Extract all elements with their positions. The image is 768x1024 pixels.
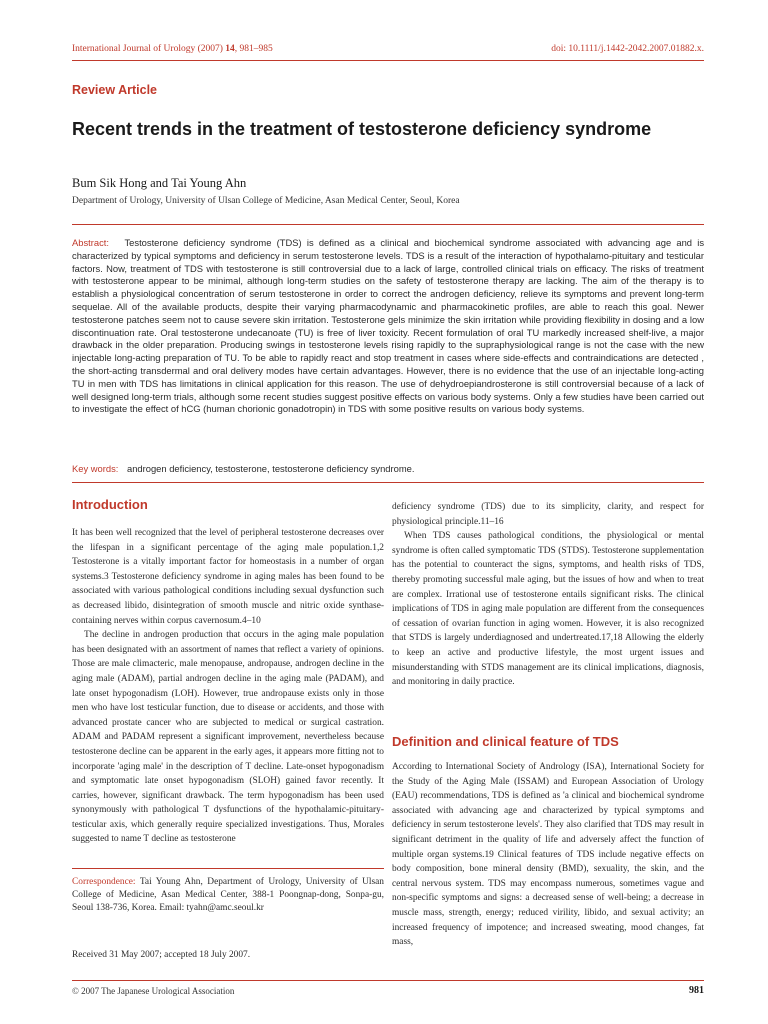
left-column xyxy=(72,496,384,847)
abstract xyxy=(72,237,704,416)
correspondence-label: Correspondence: xyxy=(72,877,136,887)
right-column-bottom xyxy=(392,760,704,950)
footer-rule xyxy=(72,980,704,981)
keywords-label: Key words: xyxy=(72,463,119,474)
correspondence xyxy=(72,876,384,914)
abstract-bottom-rule xyxy=(72,482,704,483)
journal-citation: International Journal of Urology (2007) 14, 981–985 xyxy=(72,44,273,54)
abstract-text: Testosterone deficiency syndrome (TDS) is defined as a clinical and biochemical syndrome associated with advancing age and is characterized by typical symptoms and deficiency in serum testosterone levels. TDS is a result of the interaction of hypothalamo-pituitary and testicular factors. Now, treatment of TDS with testosterone is still controversial due to a lack of large, controlled clinical trials on efficacy. The risks of treatment with testosterone appear to be minimal, although long-term studies on the safety of testosterone therapy are lacking. The aim of the therapy is to establish a physiological concentration of serum testosterone in order to correct the androgen deficiency, relieve its symptoms and prevent long-term sequelae. All of the available products, despite their varying pharmacodynamic and pharmacokinetic profiles, are able to reach this goal. Newer testosterone patches seem not to cause severe skin irritation. Testosterone gels minimize the skin irritation while providing flexibility in dosing and a low discontinuation rate. Oral testosterone undecanoate (TU) is free of liver toxicity. Recent formulation of oral TU markedly increased shelf-live, a major drawback in the older preparation. Producing swings in testosterone levels rising rapidly to the supraphysiological range is not the case with the new injectable long-acting preparation of TU. To be able to rapidly react and stop treatment in cases where side-effects and contraindications are detected , the short-acting transdermal and oral delivery modes have certain advantages. However, there is no evidence that the use of an injectable long-acting TU in men with TDS has limitations in clinical application for this reason. The use of dehydroepiandrosterone is still controversial because of a lack of well designed long-term trials, although some recent studies suggest positive effects on various body systems. Only a few studies have been carried out to investigate the effect of hCG (human chorionic gonadotropin) in TDS with some positive results on various body systems. xyxy=(72,237,705,415)
doi: doi: 10.1111/j.1442-2042.2007.01882.x. xyxy=(551,44,704,54)
copyright: © 2007 The Japanese Urological Association xyxy=(72,986,235,996)
correspondence-rule xyxy=(72,868,384,869)
intro-paragraph-1: It has been well recognized that the level of peripheral testosterone decreases over the lifespan in a significant percentage of the aging male population.1,2 Testosterone is a vitally important factor for homeostasis in a number of organ systems.3 Testosterone deficiency syndrome in aging males has been found to be associated with various pathological conditions including sexual dysfunction such as decreased libido, disintegration of smooth muscle and nitric oxide synthase-containing nerves within corpus cavernosum.4–10 xyxy=(72,528,384,626)
received-dates: Received 31 May 2007; accepted 18 July 2007. xyxy=(72,950,251,960)
header-rule xyxy=(72,60,704,61)
running-header xyxy=(72,44,704,60)
correspondence-text: Tai Young Ahn, Department of Urology, University of Ulsan College of Medicine, Asan Medical Center, 388-1 Poongnap-dong, Sonpa-gu, Seoul 138-736, Korea. Email: tyahn@amc.seoul.kr xyxy=(72,877,384,913)
keywords xyxy=(72,463,704,474)
definition-paragraph: According to International Society of Andrology (ISA), International Society for the Study of the Aging Male (ISSAM) and European Association of Urology (EAU) recommendations, TDS is defined as 'a clinical and biochemical syndrome associated with advancing age and characterized by typical symptoms and deficiency in serum testosterone levels'. They also clarified that TDS may result in significant detriment in the quality of life and adversely affect the function of multiple organ systems.19 Clinical features of TDS include negative effects on body composition, bone mineral density (BMD), sexuality, the skin, and the central nervous system. TDS may encompass numerous, sometimes vague and non-specific symptoms and signs: a decreased sense of well-being; a decrease in muscle mass, strength, energy; reduced virility, libido, and sexual activity; an increased frequency of impotence; and increased sweating, mood changes, fat mass, xyxy=(392,762,704,948)
abstract-label: Abstract: xyxy=(72,237,109,248)
affiliation: Department of Urology, University of Ulsan College of Medicine, Asan Medical Center, Seoul, Korea xyxy=(72,196,460,206)
right-paragraph-2: When TDS causes pathological conditions, the physiological or mental syndrome is often called symptomatic TDS (STDS). Testosterone supplementation has the potential to counteract the signs, symptoms, and health risks of TDS, thereby promoting successful male aging, but the issues of how and when to treat are complex. Irrational use of testosterone entails significant risks. The clinical implications of TDS in aging male population are different from the consequences of cessation of ovarian function in aging women. However, it is also recognized that STDS is largely underdiagnosed and undertreated.17,18 Allowing the elderly to keep an active and productive lifestyle, the most urgent issues and misunderstanding with STDS management are its clinical implications, diagnosis, and monitoring in daily practice. xyxy=(392,531,704,688)
right-paragraph-1: deficiency syndrome (TDS) due to its simplicity, clarity, and respect for physiological principle.11–16 xyxy=(392,502,704,527)
abstract-top-rule xyxy=(72,224,704,225)
authors: Bum Sik Hong and Tai Young Ahn xyxy=(72,176,247,190)
introduction-heading: Introduction xyxy=(72,497,148,512)
keywords-text: androgen deficiency, testosterone, testosterone deficiency syndrome. xyxy=(126,463,415,474)
page-number: 981 xyxy=(689,985,704,996)
page-footer xyxy=(72,986,704,1000)
right-column-top xyxy=(392,500,704,690)
article-type-label: Review Article xyxy=(72,83,157,97)
intro-paragraph-2: The decline in androgen production that occurs in the aging male population has been designated with an assortment of names that reflect a variety of opinions. Those are male climacteric, male menopause, andropause, androgen decline in the aging male (ADAM), partial androgen decline in the aging male (PADAM), and late onset hypogonadism (LOH). However, true andropause exists only in those men who have lost testicular function, due to disease or accidents, and those with advanced prostate cancer who are subjected to medical or surgical castration. ADAM and PADAM represent a significant improvement, nevertheless because testosterone decline can be apparent in the early ages, it appears more fitting not to incorporate 'aging male' in the description of T decline. Late-onset hypogonadism and symptomatic late onset hypogonadism (SLOH) gained favor recently. It carries, however, significant drawback. The term hypogonadism has been used synonymously with pathological T dysfunctions of the hypothalamic-pituitary-testicular axis, which generally require specialized investigations. Thus, Morales suggested to name T decline as testosterone xyxy=(72,630,384,845)
article-title: Recent trends in the treatment of testosterone deficiency syndrome xyxy=(72,119,652,139)
definition-heading: Definition and clinical feature of TDS xyxy=(392,734,619,749)
